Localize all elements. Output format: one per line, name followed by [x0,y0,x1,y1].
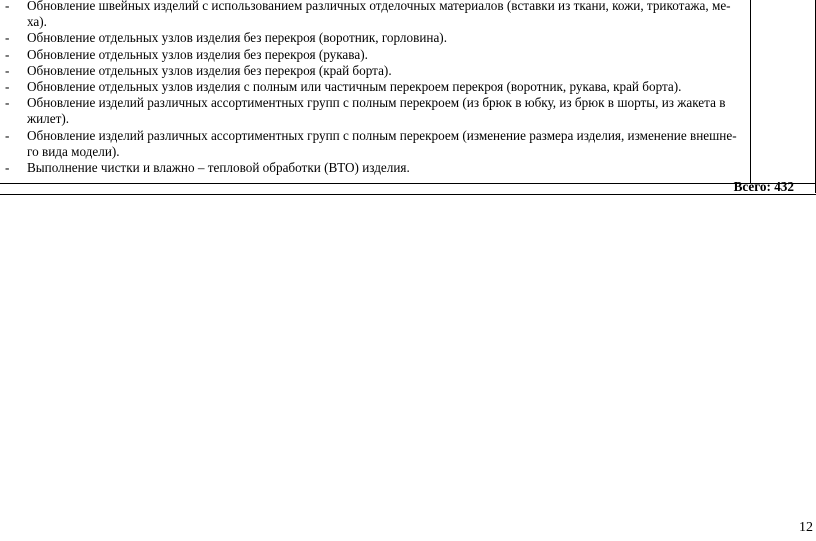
list-item-text: Обновление отдельных узлов изделия с полным или частичным перекроем перекроя (воротник, рукава, край борта). [27,79,682,95]
page-number: 12 [799,520,813,535]
list-item [0,47,746,63]
list-item [0,128,746,160]
total-label: Всего: 432 [733,179,794,194]
total-row [0,179,816,195]
list-item [0,0,746,30]
list-bullet: - [5,79,10,95]
task-list [0,0,746,176]
list-item [0,63,746,79]
list-bullet: - [5,30,10,46]
list-item [0,79,746,95]
list-item-text: Обновление изделий различных ассортиментных групп с полным перекроем (из брюк в юбку, из брюк в шорты, из жакета в жилет). [27,95,726,127]
list-bullet: - [5,160,10,176]
list-bullet: - [5,127,10,143]
table-row [0,0,816,184]
list-bullet: - [5,0,10,13]
list-item [0,95,746,127]
list-item-text: Обновление отдельных узлов изделия без перекроя (воротник, горловина). [27,30,447,46]
content-table [0,0,816,195]
list-bullet: - [5,62,10,78]
list-item [0,160,746,176]
list-item [0,30,746,46]
list-item-text: Обновление швейных изделий с использованием различных отделочных материалов (вставки из ткани, кожи, трикотажа, ме-ха). [27,0,731,30]
list-item-text: Выполнение чистки и влажно – тепловой обработки (ВТО) изделия. [27,160,410,176]
list-bullet: - [5,46,10,62]
list-item-text: Обновление отдельных узлов изделия без перекроя (край борта). [27,62,392,78]
list-item-text: Обновление изделий различных ассортиментных групп с полным перекроем (изменение размера изделия, изменение внешне-го вида модели). [27,127,737,159]
list-bullet: - [5,95,10,111]
column-divider [750,0,751,183]
list-item-text: Обновление отдельных узлов изделия без перекроя (рукава). [27,46,368,62]
